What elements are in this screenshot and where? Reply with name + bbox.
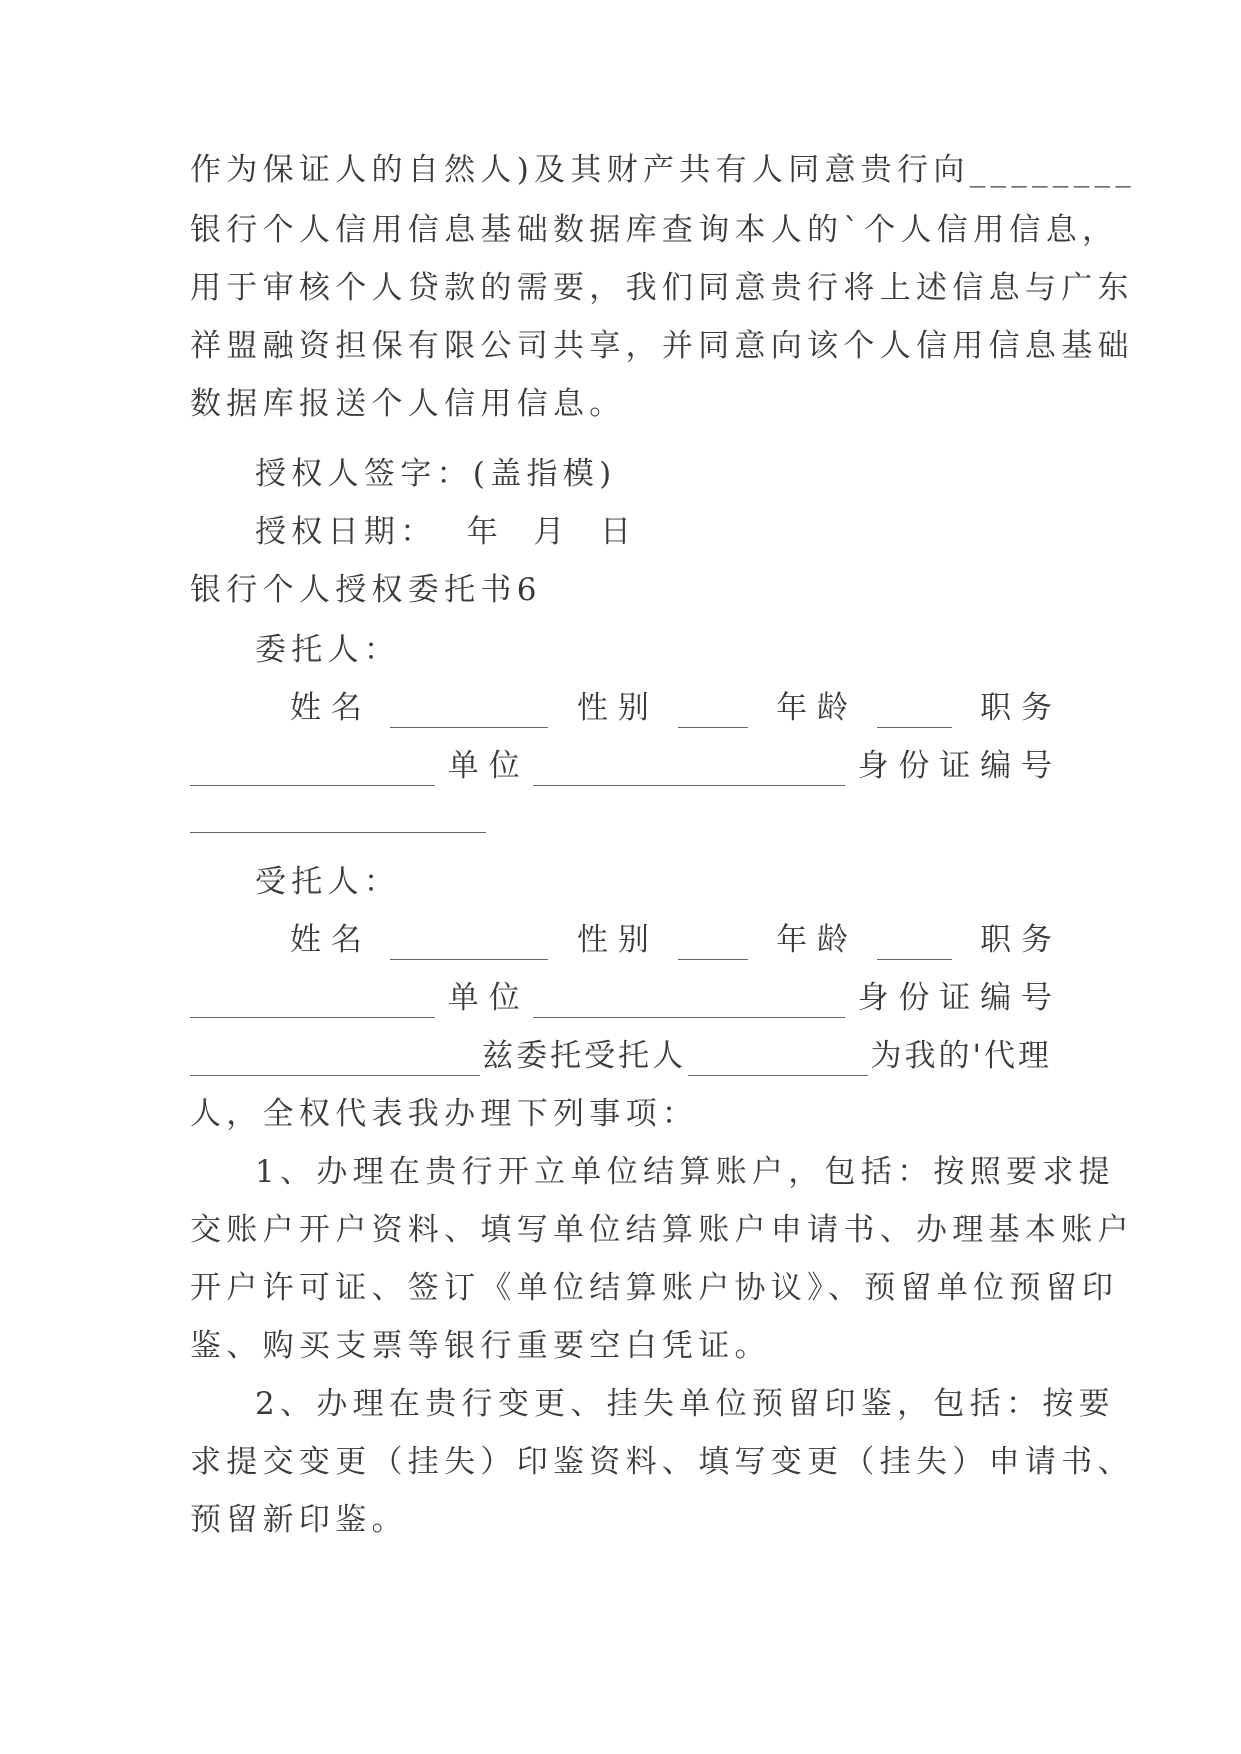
item2-line: 预留新印鉴。	[190, 1502, 408, 1538]
item1-line: 1、办理在贵行开立单位结算账户，包括：按照要求提	[255, 1154, 1115, 1190]
signature-line: 授权人签字：(盖指模)	[255, 456, 617, 492]
paragraph-line: 祥盟融资担保有限公司共享，并同意向该个人信用信息基础	[190, 328, 1134, 364]
age-label: 年 龄	[776, 690, 848, 726]
item2-line: 2、办理在贵行变更、挂失单位预留印鉴，包括：按要	[255, 1386, 1115, 1422]
position-label: 职 务	[980, 690, 1052, 726]
gender-label: 性 别	[577, 690, 649, 726]
paragraph-line: 数据库报送个人信用信息。	[190, 386, 626, 422]
position-label: 职 务	[980, 922, 1052, 958]
commission-row	[190, 1036, 1052, 1076]
commission-text-2: 为我的'代理	[870, 1038, 1052, 1074]
gender-label: 性 别	[577, 922, 649, 958]
item1-line: 开户许可证、签订《单位结算账户协议》、预留单位预留印	[190, 1270, 1119, 1306]
name-label: 姓 名	[290, 690, 362, 726]
id-blank[interactable]	[190, 802, 486, 833]
gender-blank[interactable]	[678, 929, 748, 960]
age-blank[interactable]	[877, 929, 952, 960]
paragraph-line: 作为保证人的自然人)及其财产共有人同意贵行向________	[190, 152, 1137, 188]
unit-label: 单 位	[447, 748, 520, 784]
agent-name-blank[interactable]	[688, 1045, 868, 1076]
principal-row-2	[190, 746, 1052, 786]
agent-row-2	[190, 978, 1052, 1018]
paragraph-line: 银行个人信用信息基础数据库查询本人的`个人信用信息，	[190, 212, 1119, 248]
unit-blank[interactable]	[533, 987, 845, 1018]
name-label: 姓 名	[290, 922, 362, 958]
item2-line: 求提交变更（挂失）印鉴资料、填写变更（挂失）申请书、	[190, 1444, 1134, 1480]
date-line: 授权日期： 年 月 日	[255, 514, 637, 550]
id-label: 身 份 证 编 号	[857, 748, 1052, 784]
position-blank[interactable]	[190, 987, 435, 1018]
principal-row-3	[190, 802, 486, 833]
principal-row-1	[290, 688, 1052, 728]
gender-blank[interactable]	[678, 697, 748, 728]
age-blank[interactable]	[877, 697, 952, 728]
name-blank[interactable]	[390, 929, 548, 960]
id-label: 身 份 证 编 号	[857, 980, 1052, 1016]
agent-heading: 受托人：	[255, 864, 401, 900]
id-blank[interactable]	[190, 1045, 480, 1076]
agent-row-1	[290, 920, 1052, 960]
position-blank[interactable]	[190, 755, 435, 786]
item1-line: 交账户开户资料、填写单位结算账户申请书、办理基本账户	[190, 1212, 1134, 1248]
age-label: 年 龄	[776, 922, 848, 958]
unit-blank[interactable]	[533, 755, 845, 786]
principal-heading: 委托人：	[255, 632, 401, 668]
commission-line-2: 人，全权代表我办理下列事项：	[190, 1096, 699, 1132]
unit-label: 单 位	[447, 980, 520, 1016]
section-title: 银行个人授权委托书6	[190, 572, 542, 608]
item1-line: 鉴、购买支票等银行重要空白凭证。	[190, 1328, 771, 1364]
commission-text-1: 兹委托受托人	[482, 1038, 687, 1074]
name-blank[interactable]	[390, 697, 548, 728]
paragraph-line: 用于审核个人贷款的需要，我们同意贵行将上述信息与广东	[190, 270, 1134, 306]
